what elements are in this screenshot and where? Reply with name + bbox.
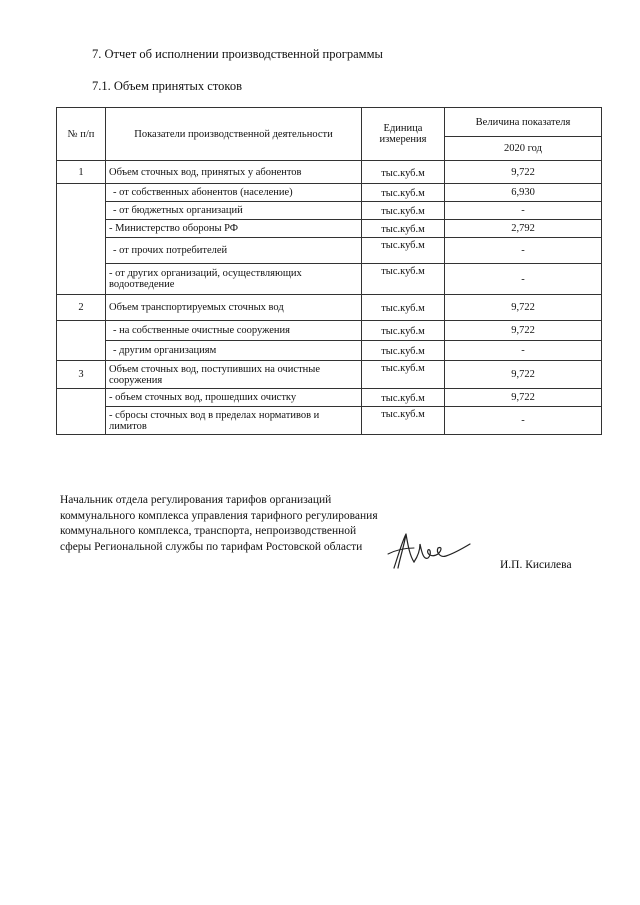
row-value: 9,722 (445, 389, 602, 407)
row-unit: тыс.куб.м (362, 389, 445, 407)
table-row (57, 295, 602, 321)
table-row (57, 264, 602, 295)
production-program-table (56, 107, 602, 435)
row-unit: тыс.куб.м (362, 184, 445, 202)
row-indicator: Объем транспортируемых сточных вод (106, 295, 362, 321)
table-row (57, 361, 602, 389)
row-num: 2 (57, 295, 106, 321)
table-row (57, 407, 602, 435)
table-row (57, 238, 602, 264)
row-unit: тыс.куб.м (362, 321, 445, 341)
row-indicator: - Министерство обороны РФ (106, 220, 362, 238)
subsection-title: 7.1. Объем принятых стоков (92, 79, 242, 93)
row-num: 3 (57, 361, 106, 389)
row-value: 2,792 (445, 220, 602, 238)
header-num: № п/п (57, 108, 106, 161)
row-unit: тыс.куб.м (362, 361, 445, 389)
row-value: 9,722 (445, 161, 602, 184)
row-indicator: - объем сточных вод, прошедших очистку (106, 389, 362, 407)
row-indicator: Объем сточных вод, поступивших на очистные сооружения (106, 361, 362, 389)
signer-name: И.П. Кисилева (500, 559, 572, 571)
table-row (57, 341, 602, 361)
row-value: 9,722 (445, 295, 602, 321)
table-row (57, 220, 602, 238)
row-num: 1 (57, 161, 106, 184)
row-indicator: - от других организаций, осуществляющих водоотведение (106, 264, 362, 295)
row-value: - (445, 238, 602, 264)
row-unit: тыс.куб.м (362, 202, 445, 220)
row-num-group-3 (57, 389, 106, 435)
row-unit: тыс.куб.м (362, 161, 445, 184)
row-indicator: - от бюджетных организаций (106, 202, 362, 220)
row-value: - (445, 407, 602, 435)
row-indicator: Объем сточных вод, принятых у абонентов (106, 161, 362, 184)
row-unit: тыс.куб.м (362, 220, 445, 238)
row-unit: тыс.куб.м (362, 295, 445, 321)
row-value: - (445, 341, 602, 361)
row-num-group-1 (57, 184, 106, 295)
table-row (57, 161, 602, 184)
row-indicator: - от собственных абонентов (население) (106, 184, 362, 202)
row-indicator: - от прочих потребителей (106, 238, 362, 264)
row-indicator: - другим организациям (106, 341, 362, 361)
row-value: - (445, 264, 602, 295)
row-num-group-2 (57, 321, 106, 361)
row-unit: тыс.куб.м (362, 264, 445, 295)
table-row (57, 321, 602, 341)
row-unit: тыс.куб.м (362, 341, 445, 361)
row-value: - (445, 202, 602, 220)
row-value: 9,722 (445, 321, 602, 341)
table-row (57, 202, 602, 220)
header-indicator: Показатели производственной деятельности (106, 108, 362, 161)
header-unit: Единица измерения (362, 108, 445, 161)
row-unit: тыс.куб.м (362, 407, 445, 435)
row-unit: тыс.куб.м (362, 238, 445, 264)
row-value: 6,930 (445, 184, 602, 202)
row-indicator: - на собственные очистные сооружения (106, 321, 362, 341)
header-value: Величина показателя (445, 108, 602, 137)
header-year: 2020 год (445, 137, 602, 161)
table-row (57, 184, 602, 202)
row-indicator: - сбросы сточных вод в пределах нормативов и лимитов (106, 407, 362, 435)
signatory-position: Начальник отдела регулирования тарифов организаций коммунального комплекса управления тарифного регулирования коммунального комплекса, транспорта, непроизводственной сферы Региональной службы по тарифам Ростовской области (60, 494, 378, 553)
section-title: 7. Отчет об исполнении производственной программы (92, 47, 383, 61)
row-value: 9,722 (445, 361, 602, 389)
handwritten-signature (384, 528, 476, 574)
table-row (57, 389, 602, 407)
